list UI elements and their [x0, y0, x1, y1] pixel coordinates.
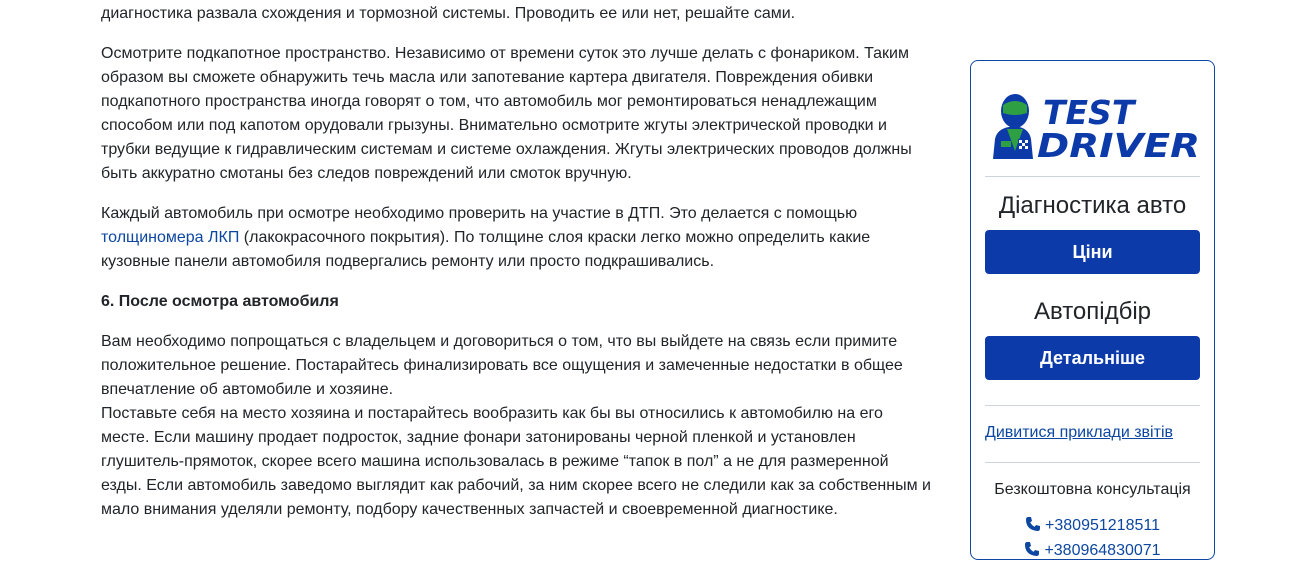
- sidebar-widget: [970, 60, 1215, 560]
- paragraph-text: (лакокрасочного покрытия). По толщине слоя краски легко можно определить какие кузовные панели автомобиля подвергались ремонту или просто подкрашивались.: [101, 229, 871, 270]
- article-paragraph: диагностика развала схождения и тормозной системы. Проводить ее или нет, решайте сами.: [101, 5, 796, 22]
- helmet-driver-icon: [993, 94, 1033, 159]
- test-driver-logo[interactable]: [985, 91, 1202, 161]
- phone-link-1[interactable]: [985, 514, 1200, 538]
- view-report-examples-link[interactable]: Дивитися приклади звітів: [985, 424, 1173, 441]
- sidebar-divider: [985, 176, 1200, 177]
- article-paragraph: [101, 202, 931, 274]
- paragraph-text: Каждый автомобиль при осмотре необходимо проверить на участие в ДТП. Это делается с помощью: [101, 205, 858, 222]
- phone-number: +380951218511: [1045, 517, 1160, 534]
- logo-text-driver: DRIVER: [1037, 126, 1200, 161]
- phone-icon: [1024, 541, 1040, 557]
- logo-text-test: TEST: [1043, 93, 1135, 132]
- article-body: [101, 2, 931, 522]
- free-consultation-label: Безкоштовна консультація: [994, 481, 1191, 498]
- diagnostics-title: Діагностика авто: [998, 192, 1187, 219]
- phone-number: +380964830071: [1044, 542, 1161, 559]
- car-selection-title: Автопідбір: [1033, 298, 1152, 325]
- article-paragraph: Осмотрите подкапотное пространство. Независимо от времени суток это лучше делать с фонариком. Таким образом вы сможете обнаружить течь масла или запотевание картера двигателя. Повреждения обивки подкапотного пространства иногда говорят о том, что автомобиль мог ремонтироваться ненадлежащим способом или под капотом орудовали грызуны. Внимательно осмотрите жгуты электрической проводки и трубки ведущие к гидравлическим системам и системе охлаждения. Жгуты электрических проводов должны быть аккуратно смотаны без следов повреждений или смоток вручную.: [101, 45, 912, 182]
- prices-button[interactable]: Ціни: [985, 230, 1200, 274]
- details-button[interactable]: Детальніше: [985, 336, 1200, 380]
- phone-icon: [1025, 516, 1041, 532]
- sidebar-divider: [985, 462, 1200, 463]
- sidebar-divider: [985, 405, 1200, 406]
- section-heading: 6. После осмотра автомобиля: [101, 293, 339, 310]
- article-paragraph: Вам необходимо попрощаться с владельцем и договориться о том, что вы выйдете на связь если примите положительное решение. Постарайтесь финализировать все ощущения и замеченные недостатки в общее впечатление об автомобиле и хозяине.: [101, 333, 903, 398]
- phone-link-2[interactable]: [985, 539, 1200, 563]
- paint-thickness-gauge-link[interactable]: толщиномера ЛКП: [101, 229, 240, 246]
- article-paragraph: Поставьте себя на место хозяина и постарайтесь вообразить как бы вы относились к автомобилю на его месте. Если машину продает подросток, задние фонари затонированы черной пленкой и установлен глушитель-прямоток, скорее всего машина использовалась в режиме “тапок в пол” а не для размеренной езды. Если автомобиль заведомо выглядит как рабочий, за ним скорее всего не следили как за собственным и мало внимания уделяли ремонту, подбору качественных запчастей и своевременной диагностике.: [101, 405, 931, 518]
